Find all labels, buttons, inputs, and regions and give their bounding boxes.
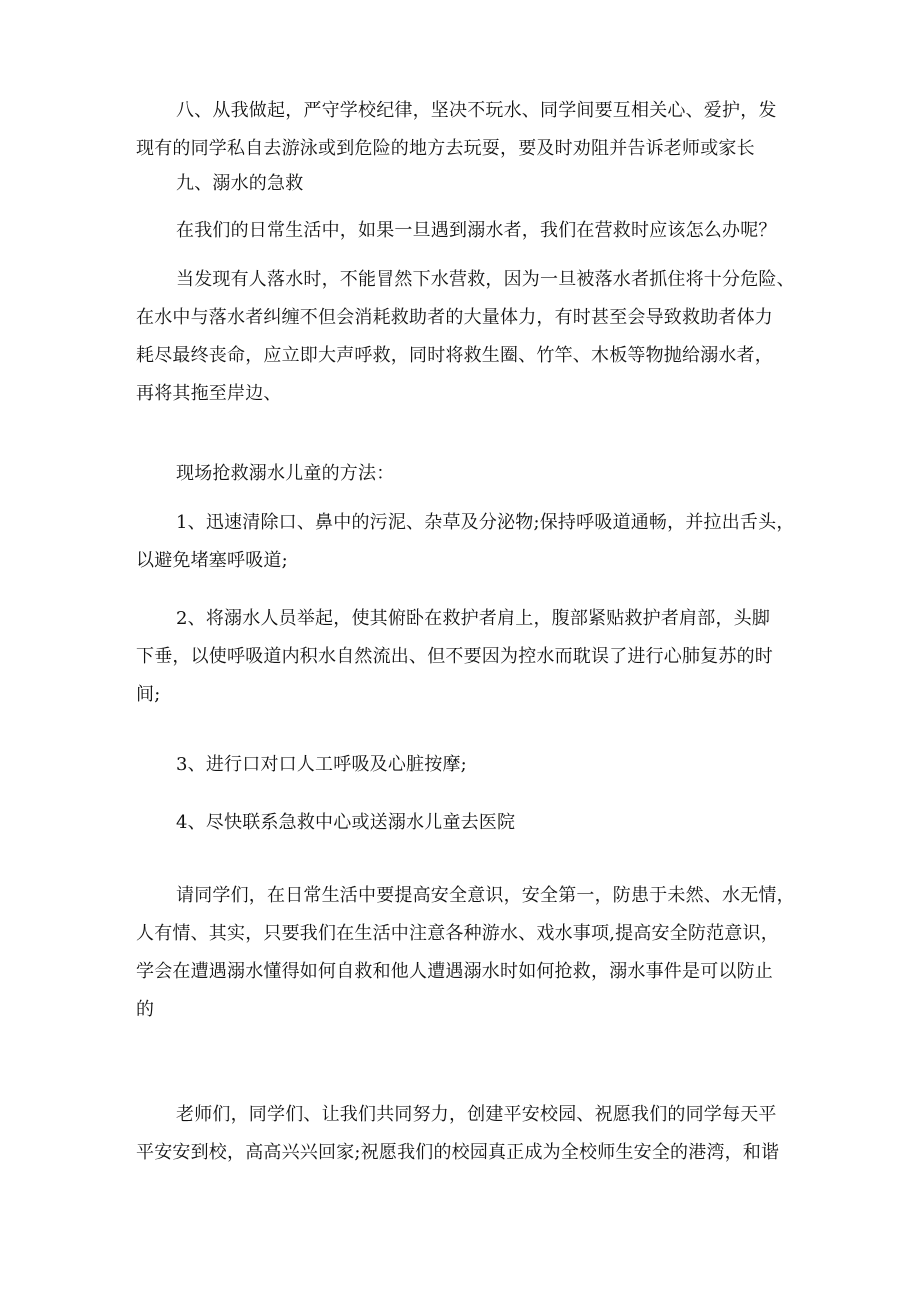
- list-item-step-3: [136, 746, 796, 784]
- text-line: 现场抢救溺水儿童的方法：: [176, 463, 395, 484]
- text-line: 在我们的日常生活中，如果一旦遇到溺水者，我们在营救时应该怎么办呢？: [176, 220, 777, 241]
- paragraph-closing-wishes: [136, 1096, 796, 1172]
- text-line: 4、尽快联系急救中心或送溺水儿童去医院: [176, 812, 516, 833]
- text-line: 老师们，同学们、让我们共同努力，创建平安校园、祝愿我们的同学每天平: [176, 1104, 777, 1125]
- text-line: 在水中与落水者纠缠不但会消耗救助者的大量体力，有时甚至会导致救助者体力: [136, 307, 773, 328]
- text-line: 间;: [136, 684, 161, 705]
- text-line: 3、进行口对口人工呼吸及心脏按摩;: [176, 754, 467, 775]
- section-heading-drowning-first-aid: [136, 165, 796, 203]
- text-line: 九、溺水的急救: [176, 173, 304, 194]
- text-line: 请同学们，在日常生活中要提高安全意识，安全第一，防患于未然、水无情，: [176, 885, 795, 906]
- paragraph-question: [136, 212, 796, 250]
- text-line: 学会在遭遇溺水懂得如何自救和他人遭遇溺水时如何抢救，溺水事件是可以防止: [136, 961, 773, 982]
- text-line: 人有情、其实，只要我们在生活中注意各种游水、戏水事项,提高安全防范意识，: [136, 923, 779, 944]
- text-line: 平安安到校，高高兴兴回家;祝愿我们的校园真正成为全校师生安全的港湾，和谐: [136, 1142, 780, 1163]
- paragraph-rescue-advice: [136, 261, 796, 413]
- paragraph-safety-awareness: [136, 877, 796, 1029]
- paragraph-safety-rule-8: [136, 92, 796, 168]
- list-item-step-4: [136, 804, 796, 842]
- text-line: 现有的同学私自去游泳或到危险的地方去玩耍，要及时劝阻并告诉老师或家长: [136, 138, 755, 159]
- text-line: 下垂，以使呼吸道内积水自然流出、但不要因为控水而耽误了进行心肺复苏的时: [136, 646, 773, 667]
- text-line: 耗尽最终丧命，应立即大声呼救，同时将救生圈、竹竿、木板等物抛给溺水者，: [136, 345, 773, 366]
- text-line: 的: [136, 999, 155, 1020]
- text-line: 再将其拖至岸边、: [136, 383, 282, 404]
- list-item-step-1: [136, 504, 796, 580]
- list-item-step-2: [136, 600, 796, 714]
- text-line: 2、将溺水人员举起，使其俯卧在救护者肩上，腹部紧贴救护者肩部，头脚: [176, 608, 771, 629]
- text-line: 八、从我做起，严守学校纪律，坚决不玩水、同学间要互相关心、爱护，发: [176, 100, 777, 121]
- text-line: 1、迅速清除口、鼻中的污泥、杂草及分泌物;保持呼吸道通畅，并拉出舌头，: [176, 512, 795, 533]
- text-line: 当发现有人落水时，不能冒然下水营救，因为一旦被落水者抓住将十分危险、: [176, 269, 795, 290]
- text-line: 以避免堵塞呼吸道;: [136, 550, 288, 571]
- paragraph-methods-intro: [136, 455, 796, 493]
